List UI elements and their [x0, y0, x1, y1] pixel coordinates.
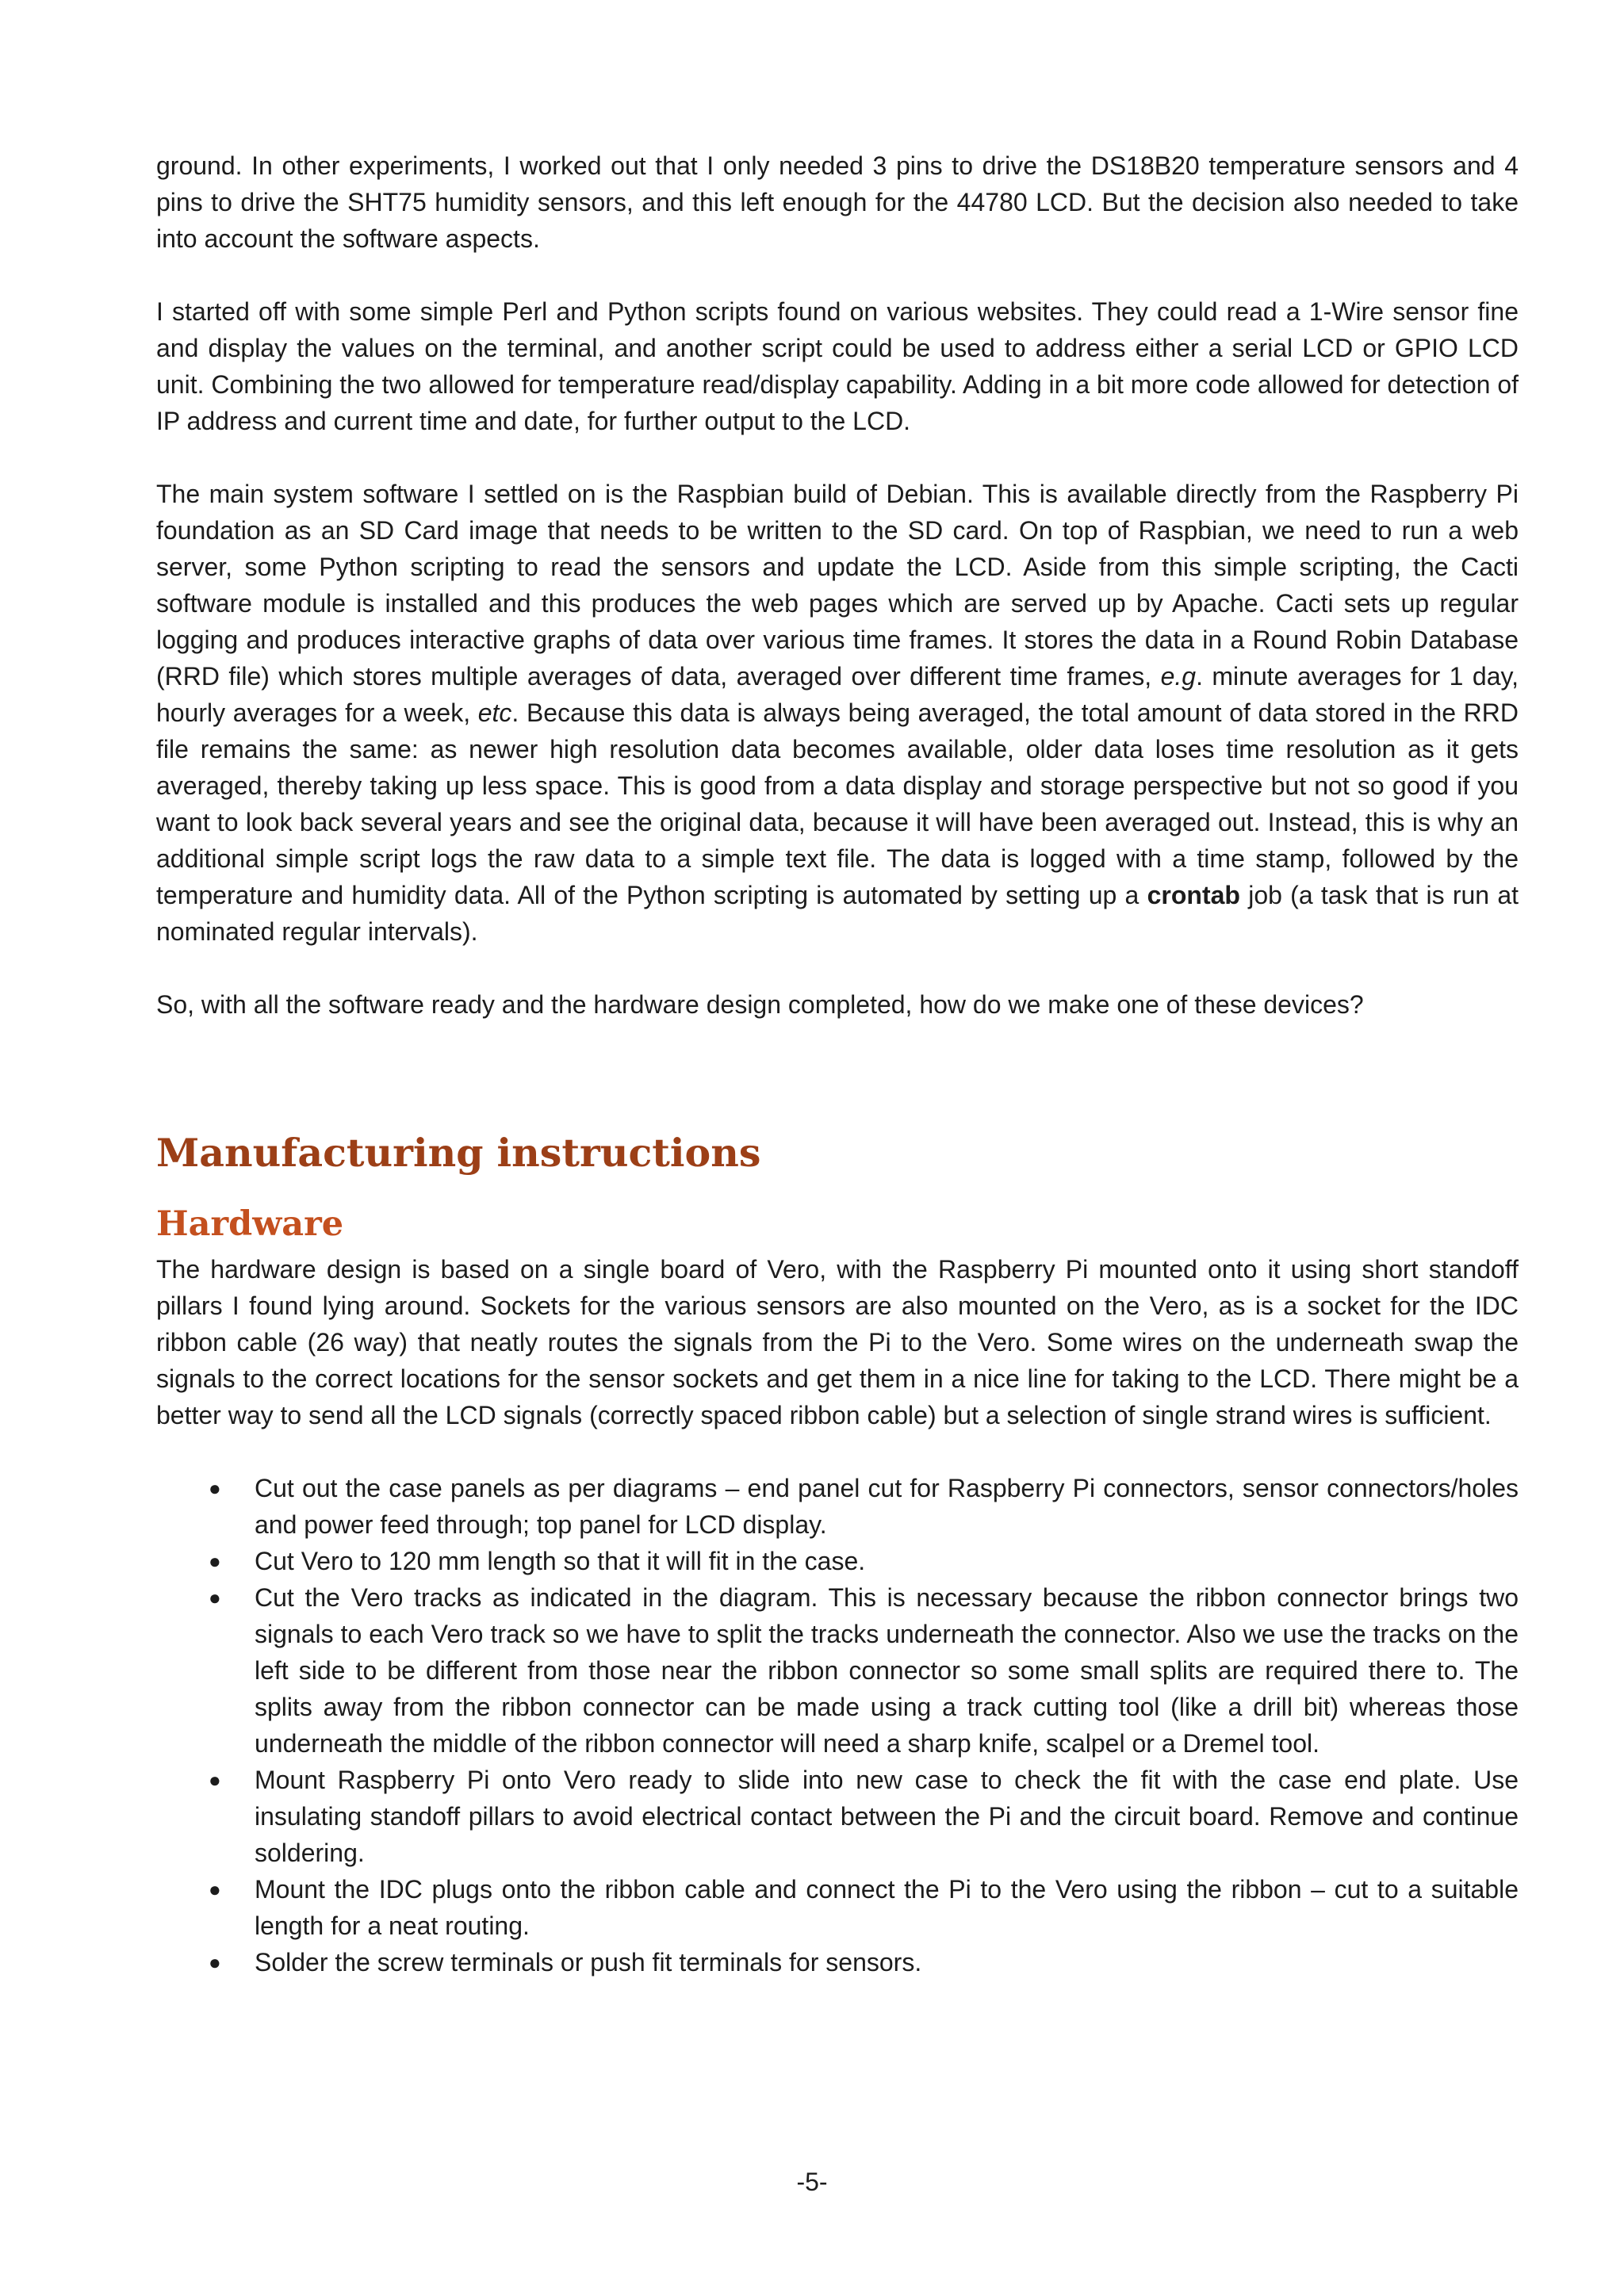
list-item: [156, 1944, 1519, 1980]
list-item: [156, 1543, 1519, 1579]
page-number: -5-: [796, 2168, 828, 2196]
text-run: job (a task that is run at nominated regular intervals).: [156, 881, 1519, 946]
list-item-text: Cut Vero to 120 mm length so that it will fit in the case.: [255, 1547, 866, 1575]
text-run: . Because this data is always being averaged, the total amount of data stored in the RRD file remains the same: as newer high resolution data becomes available, older data loses time resolution as it gets averaged, thereby taking up less space. This is good from a data display and storage perspective but not so good if you want to look back several years and see the original data, because it will have been averaged out. Instead, this is why an additional simple script logs the raw data to a simple text file. The data is logged with a time stamp, followed by the temperature and humidity data. All of the Python scripting is automated by setting up a: [156, 698, 1519, 909]
manufacturing-steps-list: [156, 1470, 1519, 1980]
paragraph-hardware-intro: The hardware design is based on a single board of Vero, with the Raspberry Pi mounted onto it using short standoff pillars I found lying around. Sockets for the various sensors are also mounted on the Vero, as is a socket for the IDC ribbon cable (26 way) that neatly routes the signals from the Pi to the Vero. Some wires on the underneath swap the signals to the correct locations for the sensor sockets and get them in a nice line for taking to the LCD. There might be a better way to send all the LCD signals (correctly spaced ribbon cable) but a selection of single strand wires is sufficient.: [156, 1255, 1519, 1429]
bullet-icon: ●: [209, 1586, 221, 1609]
list-item: [156, 1762, 1519, 1871]
list-item-text: Solder the screw terminals or push fit terminals for sensors.: [255, 1948, 922, 1976]
document-page: [156, 147, 1519, 1980]
text-run: The main system software I settled on is the Raspbian build of Debian. This is available directly from the Raspberry Pi foundation as an SD Card image that needs to be written to the SD card. On top of Raspbian, we need to run a web server, some Python scripting to read the sensors and update the LCD. Aside from this simple scripting, the Cacti software module is installed and this produces the web pages which are served up by Apache. Cacti sets up regular logging and produces interactive graphs of data over various time frames. It stores the data in a Round Robin Database (RRD file) which stores multiple averages of data, averaged over different time frames,: [156, 480, 1519, 691]
list-item-text: Mount the IDC plugs onto the ribbon cable and connect the Pi to the Vero using the ribbon – cut to a suitable length for a neat routing.: [255, 1875, 1519, 1940]
bullet-icon: ●: [209, 1768, 221, 1792]
list-item-text: Mount Raspberry Pi onto Vero ready to slide into new case to check the fit with the case end plate. Use insulating standoff pillars to avoid electrical contact between the Pi and the circuit board. Remove and continue soldering.: [255, 1766, 1519, 1867]
italic-text: e.g: [1160, 662, 1197, 691]
paragraph-system-software: [156, 476, 1519, 950]
list-item: [156, 1470, 1519, 1543]
bullet-icon: ●: [209, 1877, 221, 1901]
bullet-icon: ●: [209, 1950, 221, 1974]
list-item: [156, 1579, 1519, 1762]
list-item: [156, 1871, 1519, 1944]
list-item-text: Cut out the case panels as per diagrams – end panel cut for Raspberry Pi connectors, sensor connectors/holes and power feed through; top panel for LCD display.: [255, 1474, 1519, 1539]
bullet-icon: ●: [209, 1476, 221, 1500]
subsection-heading: Hardware: [156, 1204, 344, 1244]
bold-text-crontab: crontab: [1147, 881, 1240, 909]
list-item-text: Cut the Vero tracks as indicated in the diagram. This is necessary because the ribbon connector brings two signals to each Vero track so we have to split the tracks underneath the connector. Also we use the tracks on the left side to be different from those near the ribbon connector so some small splits are required there to. The splits away from the ribbon connector can be made using a track cutting tool (like a drill bit) whereas those underneath the middle of the ribbon connector will need a sharp knife, scalpel or a Dremel tool.: [255, 1583, 1519, 1758]
text-run: . minute averages for 1 day, hourly averages for a week,: [156, 662, 1519, 727]
section-heading: Manufacturing instructions: [156, 1130, 761, 1176]
bullet-icon: ●: [209, 1549, 221, 1573]
paragraph-transition: So, with all the software ready and the hardware design completed, how do we make one of these devices?: [156, 990, 1364, 1019]
italic-text: etc: [477, 698, 512, 727]
paragraph-scripts: I started off with some simple Perl and Python scripts found on various websites. They could read a 1-Wire sensor fine and display the values on the terminal, and another script could be used to address either a serial LCD or GPIO LCD unit. Combining the two allowed for temperature read/display capability. Adding in a bit more code allowed for detection of IP address and current time and date, for further output to the LCD.: [156, 297, 1519, 435]
paragraph-pin-requirements: ground. In other experiments, I worked out that I only needed 3 pins to drive the DS18B20 temperature sensors and 4 pins to drive the SHT75 humidity sensors, and this left enough for the 44780 LCD. But the decision also needed to take into account the software aspects.: [156, 151, 1519, 253]
